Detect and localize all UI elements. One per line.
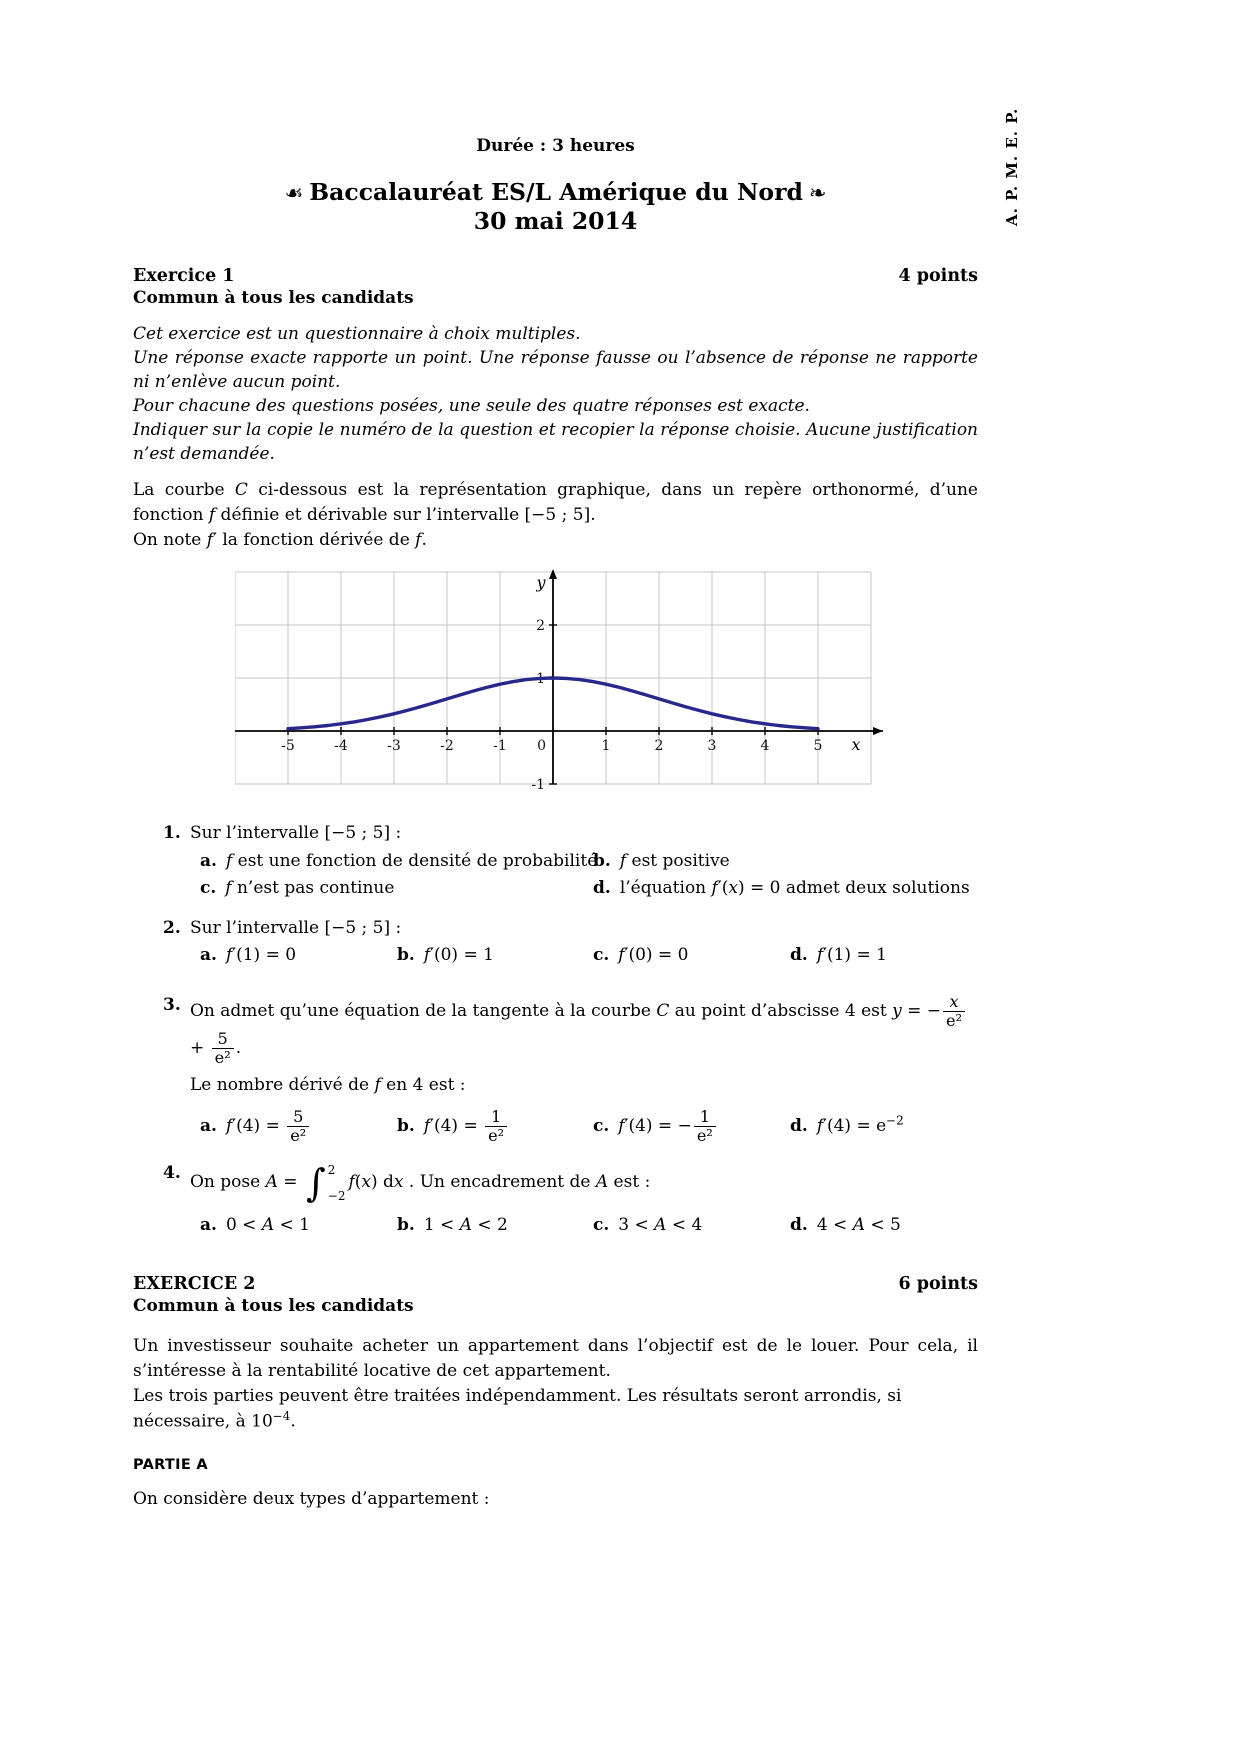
question-3-options bbox=[200, 1108, 978, 1145]
document-title bbox=[133, 178, 978, 236]
function-graph-svg bbox=[235, 568, 907, 798]
page-content bbox=[133, 0, 978, 1511]
question-1 bbox=[133, 821, 978, 902]
exam-date: 30 mai 2014 bbox=[473, 207, 638, 236]
exercise2-paragraph-1: Un investisseur souhaite acheter un appartement dans l’objectif est de le louer. Pour cela, il s’intéresse à la rentabilité locative de cet appartement. bbox=[133, 1336, 978, 1382]
curve-description: La courbe C ci-dessous est la représentation graphique, dans un repère orthonormé, d’une fonction f définie et dérivable sur l’intervalle [−5 ; 5]. bbox=[133, 480, 978, 525]
preamble-line: Une réponse exacte rapporte un point. Une réponse fausse ou l’absence de réponse ne rapporte ni n’enlève aucun point. bbox=[133, 347, 978, 392]
part-a-intro: On considère deux types d’appartement : bbox=[133, 1488, 490, 1509]
option-d: d. 4 < A < 5 bbox=[790, 1214, 901, 1235]
svg-text:-4: -4 bbox=[334, 738, 348, 755]
exercise2-title: EXERCICE 2 bbox=[133, 1274, 256, 1295]
title-text: Baccalauréat ES/L Amérique du Nord bbox=[309, 178, 803, 206]
duration-line: Durée : 3 heures bbox=[476, 136, 635, 156]
preamble-line: Cet exercice est un questionnaire à choix multiples. bbox=[133, 323, 581, 344]
exercise2-points: 6 points bbox=[898, 1274, 978, 1295]
option-b: b. f est positive bbox=[593, 850, 730, 871]
svg-text:2: 2 bbox=[654, 738, 664, 755]
part-a-label: PARTIE A bbox=[133, 1456, 208, 1473]
exercise2-audience: Commun à tous les candidats bbox=[133, 1296, 414, 1317]
option-c: c. f n’est pas continue bbox=[200, 878, 395, 899]
option-a: a. f′(1) = 0 bbox=[200, 945, 297, 966]
option-c: c. f′(0) = 0 bbox=[593, 945, 689, 966]
question-stem: Sur l’intervalle [−5 ; 5] : bbox=[190, 917, 402, 938]
option-a: a. f est une fonction de densité de probabilité bbox=[200, 850, 598, 871]
question-stem: On admet qu’une équation de la tangente à la courbe C au point d’abscisse 4 est y = − $\frac{x}{\text{e²}}$ + $\frac{5}{\text{e²}}$ . bbox=[190, 1001, 967, 1058]
svg-text:-1: -1 bbox=[531, 777, 545, 794]
svg-text:1: 1 bbox=[601, 738, 611, 755]
option-d: d. $f'(4) = e^{-2}$ bbox=[790, 1113, 904, 1137]
question-stem-2: Le nombre dérivé de f en 4 est : bbox=[190, 1075, 466, 1096]
exercise2-paragraph-2: Les trois parties peuvent être traitées indépendamment. Les résultats seront arrondis, si nécessaire, à $10^{-4}$. bbox=[133, 1385, 902, 1432]
option-c: c. 3 < A < 4 bbox=[593, 1214, 703, 1235]
question-number: 3. bbox=[163, 994, 181, 1015]
question-number: 2. bbox=[163, 917, 181, 938]
exercise2-header bbox=[133, 1274, 978, 1294]
function-graph bbox=[235, 568, 978, 803]
option-b: b. 1 < A < 2 bbox=[397, 1214, 508, 1235]
preamble-line: Pour chacune des questions posées, une seule des quatre réponses est exacte. bbox=[133, 395, 810, 416]
apmep-watermark: A. P. M. E. P. bbox=[1003, 107, 1021, 226]
option-d: d. l’équation f′(x) = 0 admet deux solutions bbox=[593, 878, 970, 899]
svg-text:x: x bbox=[851, 735, 861, 755]
svg-text:-3: -3 bbox=[387, 738, 401, 755]
exercise1-preamble bbox=[133, 322, 978, 467]
exercise1-audience: Commun à tous les candidats bbox=[133, 287, 414, 308]
question-3 bbox=[133, 993, 978, 1145]
svg-text:1: 1 bbox=[536, 671, 545, 688]
svg-text:5: 5 bbox=[813, 738, 823, 755]
option-d: d. f′(1) = 1 bbox=[790, 945, 887, 966]
question-4-options bbox=[200, 1213, 978, 1239]
ornament-left-icon: ☙ bbox=[284, 181, 304, 205]
svg-text:4: 4 bbox=[760, 738, 770, 755]
svg-text:-2: -2 bbox=[440, 738, 454, 755]
svg-text:2: 2 bbox=[536, 618, 545, 635]
ornament-right-icon: ❧ bbox=[808, 181, 827, 205]
svg-text:3: 3 bbox=[707, 738, 717, 755]
question-1-options bbox=[200, 849, 978, 902]
svg-text:-1: -1 bbox=[493, 738, 507, 755]
question-stem: Sur l’intervalle [−5 ; 5] : bbox=[190, 823, 402, 844]
exercise1-title: Exercice 1 bbox=[133, 265, 235, 286]
preamble-line: Indiquer sur la copie le numéro de la question et recopier la réponse choisie. Aucune justification n’est demandée. bbox=[133, 420, 978, 465]
option-c: c. f′(4) = − $\frac{1}{\text{e²}}$ bbox=[593, 1108, 790, 1145]
option-a: a. f′(4) = $\frac{5}{\text{e²}}$ bbox=[200, 1108, 397, 1145]
question-4 bbox=[133, 1161, 978, 1239]
question-stem: On pose A = ∫ 2 −2 f(x) dx . Un encadrement de A est : bbox=[190, 1160, 651, 1205]
question-number: 4. bbox=[163, 1162, 181, 1183]
option-b: b. f′(0) = 1 bbox=[397, 945, 494, 966]
option-a: a. 0 < A < 1 bbox=[200, 1214, 310, 1235]
option-b: b. f′(4) = $\frac{1}{\text{e²}}$ bbox=[397, 1108, 593, 1145]
question-2 bbox=[133, 916, 978, 969]
derivative-note: On note f′ la fonction dérivée de f. bbox=[133, 529, 427, 550]
svg-text:y: y bbox=[536, 573, 546, 593]
svg-text:0: 0 bbox=[537, 738, 546, 755]
exercise1-points: 4 points bbox=[898, 265, 978, 286]
question-number: 1. bbox=[163, 823, 181, 844]
svg-text:-5: -5 bbox=[281, 738, 295, 755]
exercise1-header bbox=[133, 266, 978, 286]
question-2-options bbox=[200, 943, 978, 969]
